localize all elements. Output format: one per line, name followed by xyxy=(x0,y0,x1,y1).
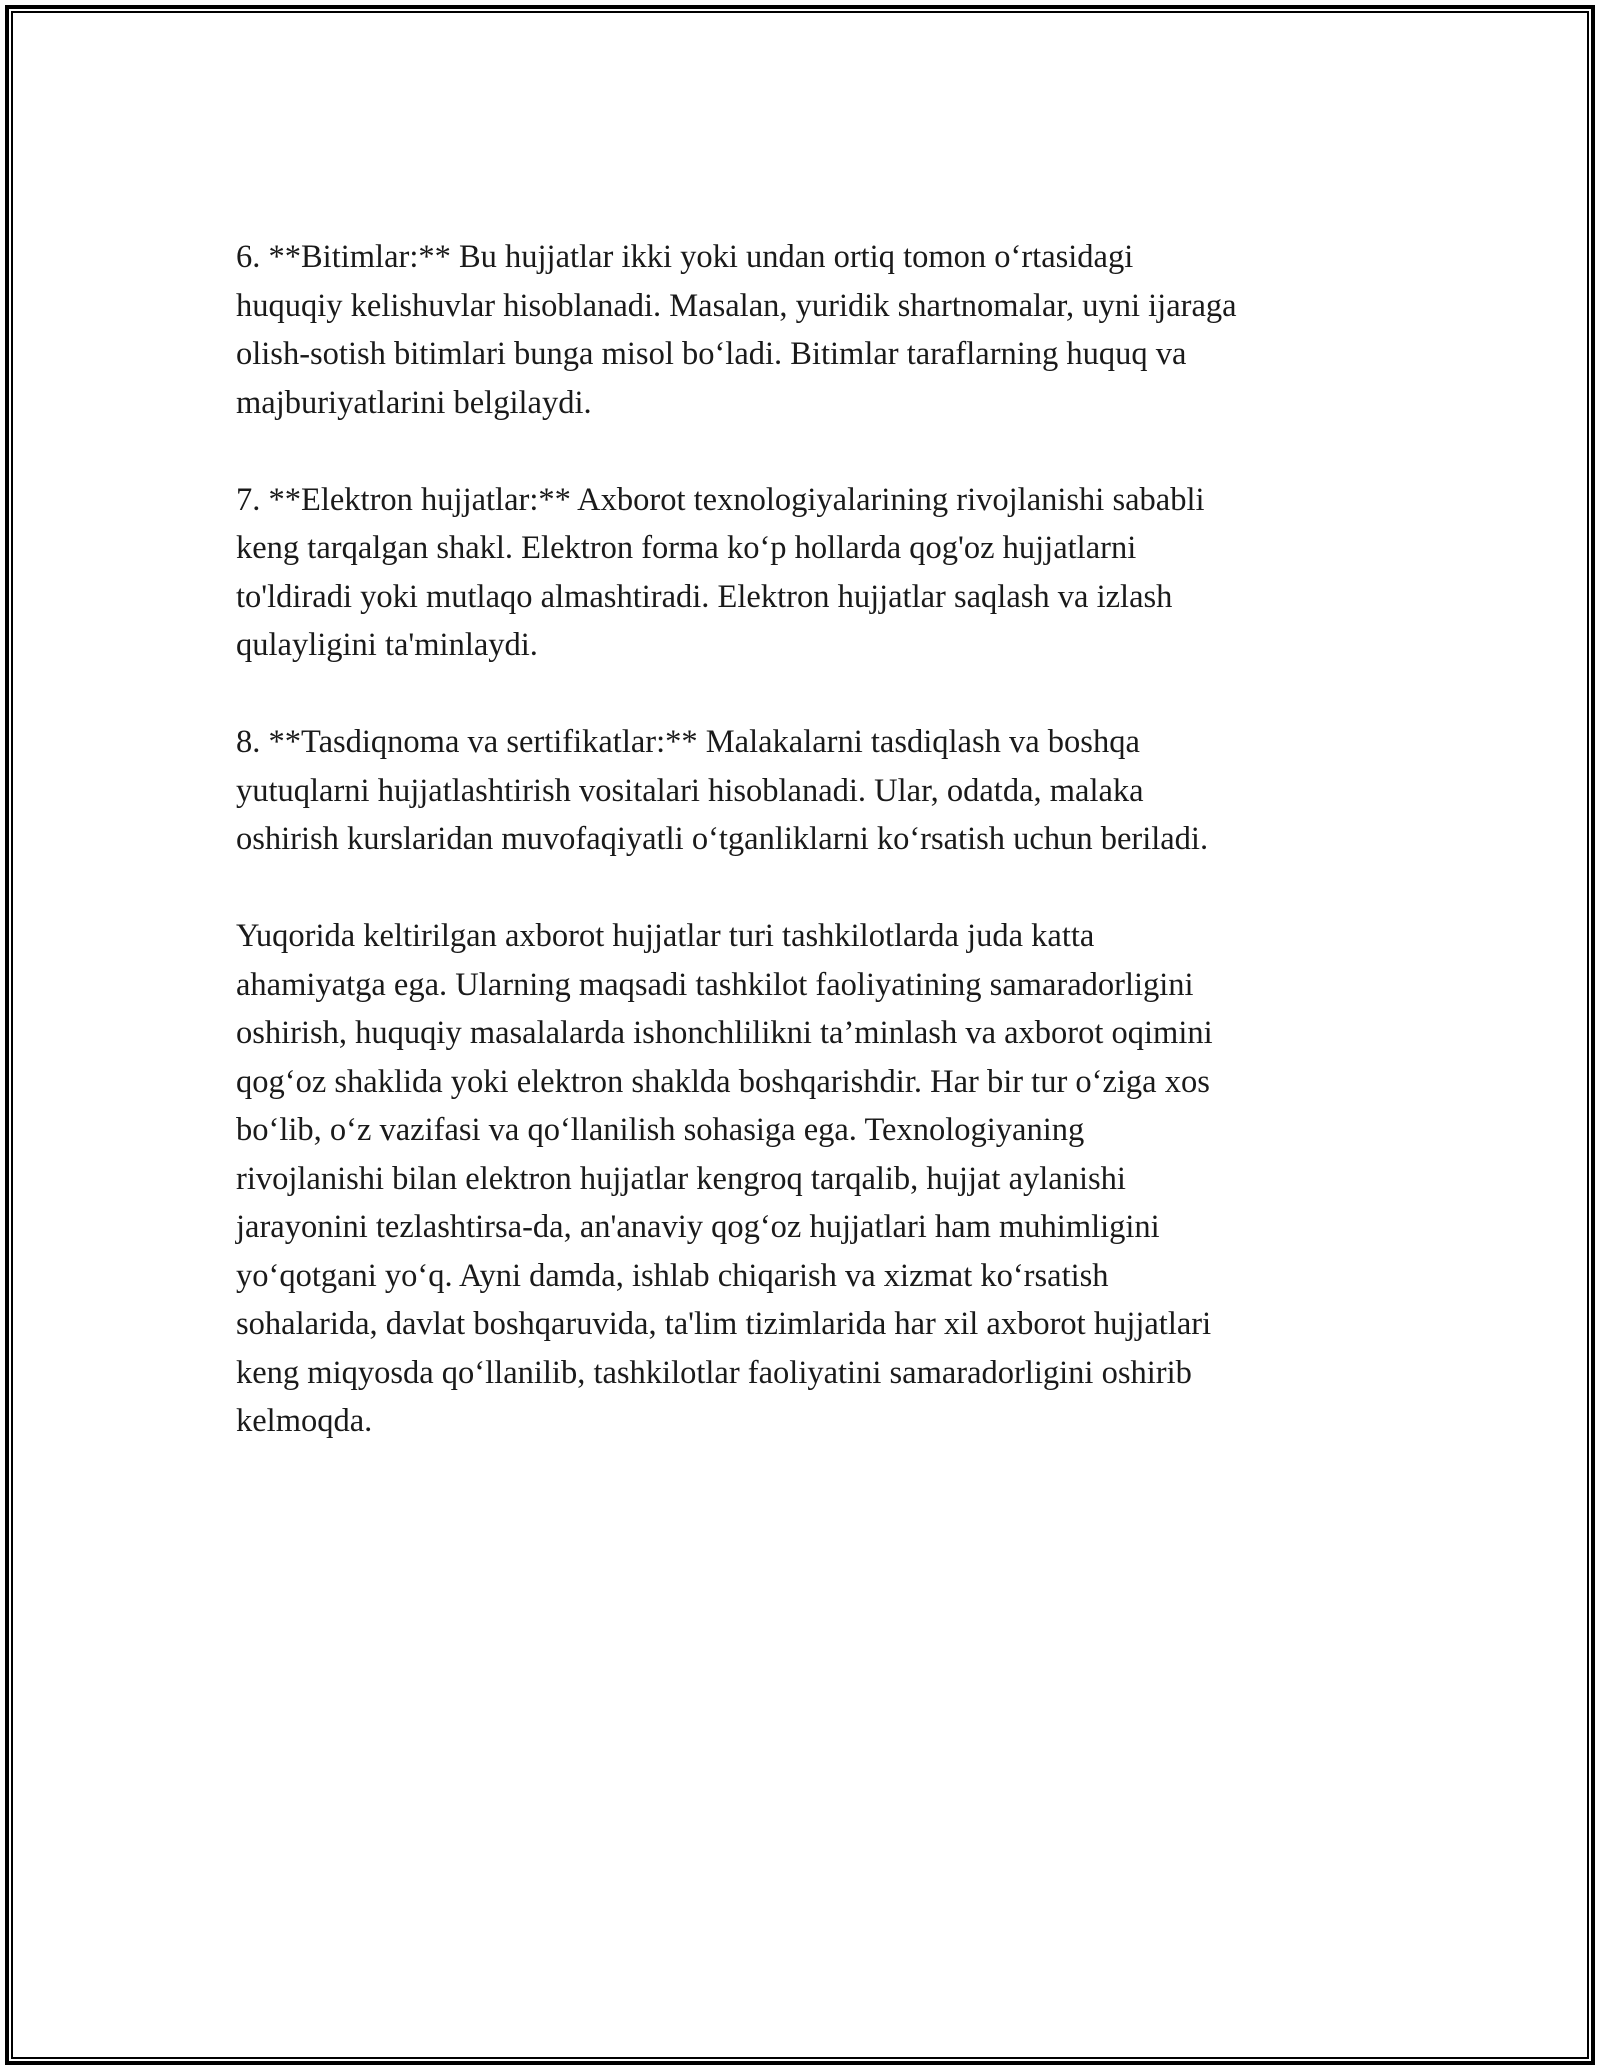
paragraph-bitimlar: 6. **Bitimlar:** Bu hujjatlar ikki yoki undan ortiq tomon o‘rtasidagi huquqiy kelishuvlar hisoblanadi. Masalan, yuridik shartnomalar, uyni ijaraga olish-sotish bitimlari bunga misol bo‘ladi. Bitimlar taraflarning huquq va majburiyatlarini belgilaydi. xyxy=(236,239,1237,421)
paragraph-elektron-hujjatlar: 7. **Elektron hujjatlar:** Axborot texnologiyalarining rivojlanishi sababli keng tarqalgan shakl. Elektron forma ko‘p hollarda qog'oz hujjatlarni to'ldiradi yoki mutlaqo almashtiradi. Elektron hujjatlar saqlash va izlash qulayligini ta'minlaydi. xyxy=(236,481,1205,663)
document-body xyxy=(236,233,1386,1446)
paragraph-conclusion: Yuqorida keltirilgan axborot hujjatlar turi tashkilotlarda juda katta ahamiyatga ega. Ularning maqsadi tashkilot faoliyatining samaradorligini oshirish, huquqiy masalalarda ishonchlilikni ta’minlash va axborot oqimini qog‘oz shaklida yoki elektron shaklda boshqarishdir. Har bir tur o‘ziga xos bo‘lib, o‘z vazifasi va qo‘llanilish sohasiga ega. Texnologiyaning rivojlanishi bilan elektron hujjatlar kengroq tarqalib, hujjat aylanishi jarayonini tezlashtirsa-da, an'anaviy qog‘oz hujjatlari ham muhimligini yo‘qotgani yo‘q. Ayni damda, ishlab chiqarish va xizmat ko‘rsatish sohalarida, davlat boshqaruvida, ta'lim tizimlarida har xil axborot hujjatlari keng miqyosda qo‘llanilib, tashkilotlar faoliyatini samaradorligini oshirib kelmoqda. xyxy=(236,918,1213,1439)
paragraph-tasdiqnoma-sertifikatlar: 8. **Tasdiqnoma va sertifikatlar:** Malakalarni tasdiqlash va boshqa yutuqlarni hujjatlashtirish vositalari hisoblanadi. Ular, odatda, malaka oshirish kurslaridan muvofaqiyatli o‘tganliklarni ko‘rsatish uchun beriladi. xyxy=(236,724,1209,857)
